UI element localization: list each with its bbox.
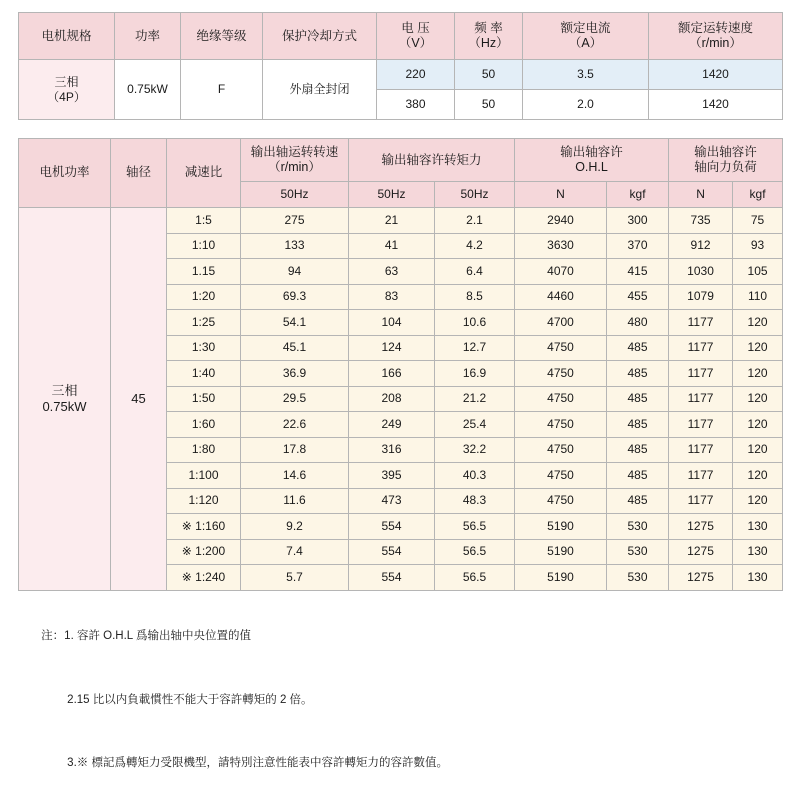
cell-thrust-n: 1275 [669,565,733,591]
cell-ohl-kgf: 485 [607,488,669,514]
cell-ohl-kgf: 485 [607,437,669,463]
cell-thrust-kgf: 120 [733,488,783,514]
cell-ohl-n: 4750 [515,335,607,361]
notes-block [18,605,782,796]
cell-output-speed: 69.3 [241,284,349,310]
cell-ohl-n: 4750 [515,488,607,514]
cell-ratio: 1:100 [167,463,241,489]
header-rated-current [523,13,649,60]
cell-ohl-kgf: 485 [607,463,669,489]
cell-output-speed: 14.6 [241,463,349,489]
cell-thrust-n: 1275 [669,539,733,565]
cell-motor-power-line2: 0.75kW [42,398,87,414]
cell-thrust-kgf: 110 [733,284,783,310]
cell-thrust-kgf: 105 [733,259,783,285]
cell-rated-current: 3.5 [523,60,649,90]
header-frequency-line1: 频 率 [474,21,503,35]
header-voltage-line1: 电 压 [401,21,430,35]
cell-thrust-kgf: 130 [733,514,783,540]
cell-output-speed: 5.7 [241,565,349,591]
table-row [19,60,783,90]
cell-torque-nm: 166 [349,361,435,387]
header-rated-speed-line2: （r/min） [689,36,742,50]
cell-rated-current: 2.0 [523,90,649,120]
cell-ratio: ※ 1:200 [167,539,241,565]
cell-ohl-kgf: 530 [607,565,669,591]
cell-ohl-n: 4070 [515,259,607,285]
cell-torque-kgfm: 32.2 [435,437,515,463]
cell-output-speed: 36.9 [241,361,349,387]
cell-thrust-kgf: 120 [733,463,783,489]
cell-torque-nm: 395 [349,463,435,489]
cell-thrust-n: 735 [669,208,733,234]
cell-torque-kgfm: 40.3 [435,463,515,489]
cell-output-speed: 45.1 [241,335,349,361]
cell-cooling: 外扇全封闭 [263,60,377,120]
header-frequency-line2: （Hz） [468,36,509,50]
subheader-speed-hz: 50Hz [241,182,349,208]
cell-insulation: F [181,60,263,120]
cell-thrust-kgf: 120 [733,412,783,438]
cell-ohl-n: 5190 [515,514,607,540]
gear-ratio-table [18,138,783,591]
header-output-speed-line1: 输出轴运转转速 [250,145,339,159]
header-insulation-line1: 绝缘等级 [196,28,247,43]
cell-output-speed: 275 [241,208,349,234]
cell-torque-nm: 473 [349,488,435,514]
header-output-ohl-line2: O.H.L [575,160,608,174]
header-power [115,13,181,60]
cell-ratio: 1:80 [167,437,241,463]
cell-torque-nm: 63 [349,259,435,285]
cell-thrust-n: 1275 [669,514,733,540]
cell-torque-kgfm: 12.7 [435,335,515,361]
cell-ohl-kgf: 300 [607,208,669,234]
cell-thrust-n: 1177 [669,310,733,336]
header-motor-spec [19,13,115,60]
cell-output-speed: 29.5 [241,386,349,412]
header-power-line1: 功率 [134,28,160,43]
cell-thrust-n: 1030 [669,259,733,285]
cell-ratio: 1:50 [167,386,241,412]
table-row [19,208,783,234]
cell-ohl-kgf: 370 [607,233,669,259]
header-output-ohl-line1: 输出轴容许 [560,145,623,159]
cell-motor-spec-line2: （4P） [47,89,86,104]
subheader-thrust-n: N [669,182,733,208]
cell-torque-kgfm: 4.2 [435,233,515,259]
cell-output-speed: 9.2 [241,514,349,540]
cell-thrust-kgf: 120 [733,386,783,412]
cell-ratio: 1:5 [167,208,241,234]
header-frequency [455,13,523,60]
cell-output-speed: 11.6 [241,488,349,514]
cell-ohl-kgf: 480 [607,310,669,336]
cell-ratio: ※ 1:160 [167,514,241,540]
cell-ohl-kgf: 530 [607,514,669,540]
cell-thrust-n: 912 [669,233,733,259]
cell-torque-kgfm: 10.6 [435,310,515,336]
note-line-2 [22,668,782,732]
cell-thrust-n: 1177 [669,437,733,463]
cell-thrust-kgf: 120 [733,335,783,361]
cell-torque-nm: 554 [349,514,435,540]
cell-torque-kgfm: 56.5 [435,565,515,591]
cell-torque-kgfm: 16.9 [435,361,515,387]
cell-torque-nm: 208 [349,386,435,412]
cell-ohl-n: 4750 [515,412,607,438]
header-output-ohl [515,139,669,182]
cell-torque-kgfm: 8.5 [435,284,515,310]
cell-motor-power-line1: 三相 [51,383,78,399]
cell-output-speed: 7.4 [241,539,349,565]
header-motor-spec-line1: 电机规格 [41,28,92,43]
cell-thrust-kgf: 130 [733,539,783,565]
cell-ratio: 1.15 [167,259,241,285]
cell-rated-speed: 1420 [649,60,783,90]
cell-torque-kgfm: 56.5 [435,514,515,540]
notes-label: 注： [41,629,65,642]
header-output-torque [349,139,515,182]
cell-ratio: 1:60 [167,412,241,438]
cell-ohl-n: 4750 [515,361,607,387]
cell-thrust-n: 1177 [669,335,733,361]
cell-torque-nm: 316 [349,437,435,463]
cell-output-speed: 17.8 [241,437,349,463]
subheader-kgfm-hz: 50Hz [435,182,515,208]
cell-voltage: 220 [377,60,455,90]
cell-thrust-n: 1177 [669,412,733,438]
header-output-speed-line2: （r/min） [268,160,321,174]
cell-torque-kgfm: 21.2 [435,386,515,412]
cell-torque-nm: 83 [349,284,435,310]
cell-thrust-n: 1177 [669,488,733,514]
cell-thrust-kgf: 93 [733,233,783,259]
cell-thrust-kgf: 120 [733,437,783,463]
subheader-thrust-kgf: kgf [733,182,783,208]
header-output-torque-line1: 输出轴容许转矩力 [381,152,482,167]
header-rated-speed-line1: 额定运转速度 [677,21,753,35]
cell-thrust-kgf: 130 [733,565,783,591]
cell-torque-kgfm: 56.5 [435,539,515,565]
header-output-thrust [669,139,783,182]
header-reduction-ratio: 减速比 [167,139,241,208]
motor-spec-table [18,12,783,120]
cell-thrust-n: 1177 [669,361,733,387]
header-rated-speed [649,13,783,60]
note-text-3: 3.※ 標記爲轉矩力受限機型，請特別注意性能表中容許轉矩力的容許數值。 [67,757,448,770]
cell-torque-kgfm: 48.3 [435,488,515,514]
cell-power: 0.75kW [115,60,181,120]
header-motor-power: 电机功率 [19,139,111,208]
cell-output-speed: 94 [241,259,349,285]
cell-thrust-kgf: 75 [733,208,783,234]
cell-ratio: 1:120 [167,488,241,514]
cell-ohl-n: 5190 [515,565,607,591]
header-rated-current-line1: 额定电流 [560,21,611,35]
cell-ohl-n: 4750 [515,463,607,489]
header-cooling [263,13,377,60]
cell-ohl-kgf: 485 [607,412,669,438]
header-rated-current-line2: （A） [568,36,603,50]
cell-ohl-n: 2940 [515,208,607,234]
header-output-speed [241,139,349,182]
header-output-thrust-line2: 轴向力负荷 [694,160,757,174]
cell-output-speed: 22.6 [241,412,349,438]
header-cooling-line1: 保护冷却方式 [281,28,357,43]
note-text-1: 1. 容許 O.H.L 爲输出轴中央位置的值 [64,629,251,642]
cell-thrust-kgf: 120 [733,361,783,387]
cell-output-speed: 54.1 [241,310,349,336]
cell-thrust-n: 1177 [669,463,733,489]
header-voltage [377,13,455,60]
cell-ohl-kgf: 485 [607,386,669,412]
cell-motor-spec [19,60,115,120]
cell-ratio: 1:25 [167,310,241,336]
cell-ohl-n: 4700 [515,310,607,336]
cell-ohl-n: 4750 [515,386,607,412]
subheader-ohl-kgf: kgf [607,182,669,208]
cell-ratio: 1:40 [167,361,241,387]
cell-torque-nm: 41 [349,233,435,259]
cell-torque-nm: 124 [349,335,435,361]
cell-ohl-kgf: 485 [607,361,669,387]
cell-output-speed: 133 [241,233,349,259]
cell-ohl-kgf: 455 [607,284,669,310]
cell-ratio: 1:20 [167,284,241,310]
cell-torque-nm: 249 [349,412,435,438]
cell-motor-spec-line1: 三相 [54,75,79,90]
cell-ohl-n: 3630 [515,233,607,259]
cell-rated-speed: 1420 [649,90,783,120]
cell-thrust-n: 1177 [669,386,733,412]
cell-ohl-n: 4460 [515,284,607,310]
cell-torque-nm: 554 [349,565,435,591]
cell-torque-nm: 104 [349,310,435,336]
subheader-nm-hz: 50Hz [349,182,435,208]
cell-motor-power [19,208,111,591]
cell-ohl-kgf: 415 [607,259,669,285]
cell-ratio: ※ 1:240 [167,565,241,591]
subheader-ohl-n: N [515,182,607,208]
cell-torque-nm: 21 [349,208,435,234]
cell-ratio: 1:10 [167,233,241,259]
header-insulation [181,13,263,60]
cell-thrust-kgf: 120 [733,310,783,336]
cell-ohl-n: 5190 [515,539,607,565]
cell-frequency: 50 [455,60,523,90]
note-line-1 [22,605,782,669]
cell-voltage: 380 [377,90,455,120]
cell-torque-kgfm: 6.4 [435,259,515,285]
note-line-3 [22,732,782,796]
cell-ratio: 1:30 [167,335,241,361]
note-text-2: 2.15 比以内負載慣性不能大于容許轉矩的 2 倍。 [67,693,313,706]
cell-frequency: 50 [455,90,523,120]
cell-ohl-kgf: 530 [607,539,669,565]
cell-shaft-diameter: 45 [111,208,167,591]
cell-torque-kgfm: 25.4 [435,412,515,438]
cell-torque-kgfm: 2.1 [435,208,515,234]
header-output-thrust-line1: 输出轴容许 [694,145,757,159]
cell-ohl-n: 4750 [515,437,607,463]
header-shaft-diameter: 轴径 [111,139,167,208]
cell-torque-nm: 554 [349,539,435,565]
cell-thrust-n: 1079 [669,284,733,310]
header-voltage-line2: （V） [398,36,433,50]
cell-ohl-kgf: 485 [607,335,669,361]
